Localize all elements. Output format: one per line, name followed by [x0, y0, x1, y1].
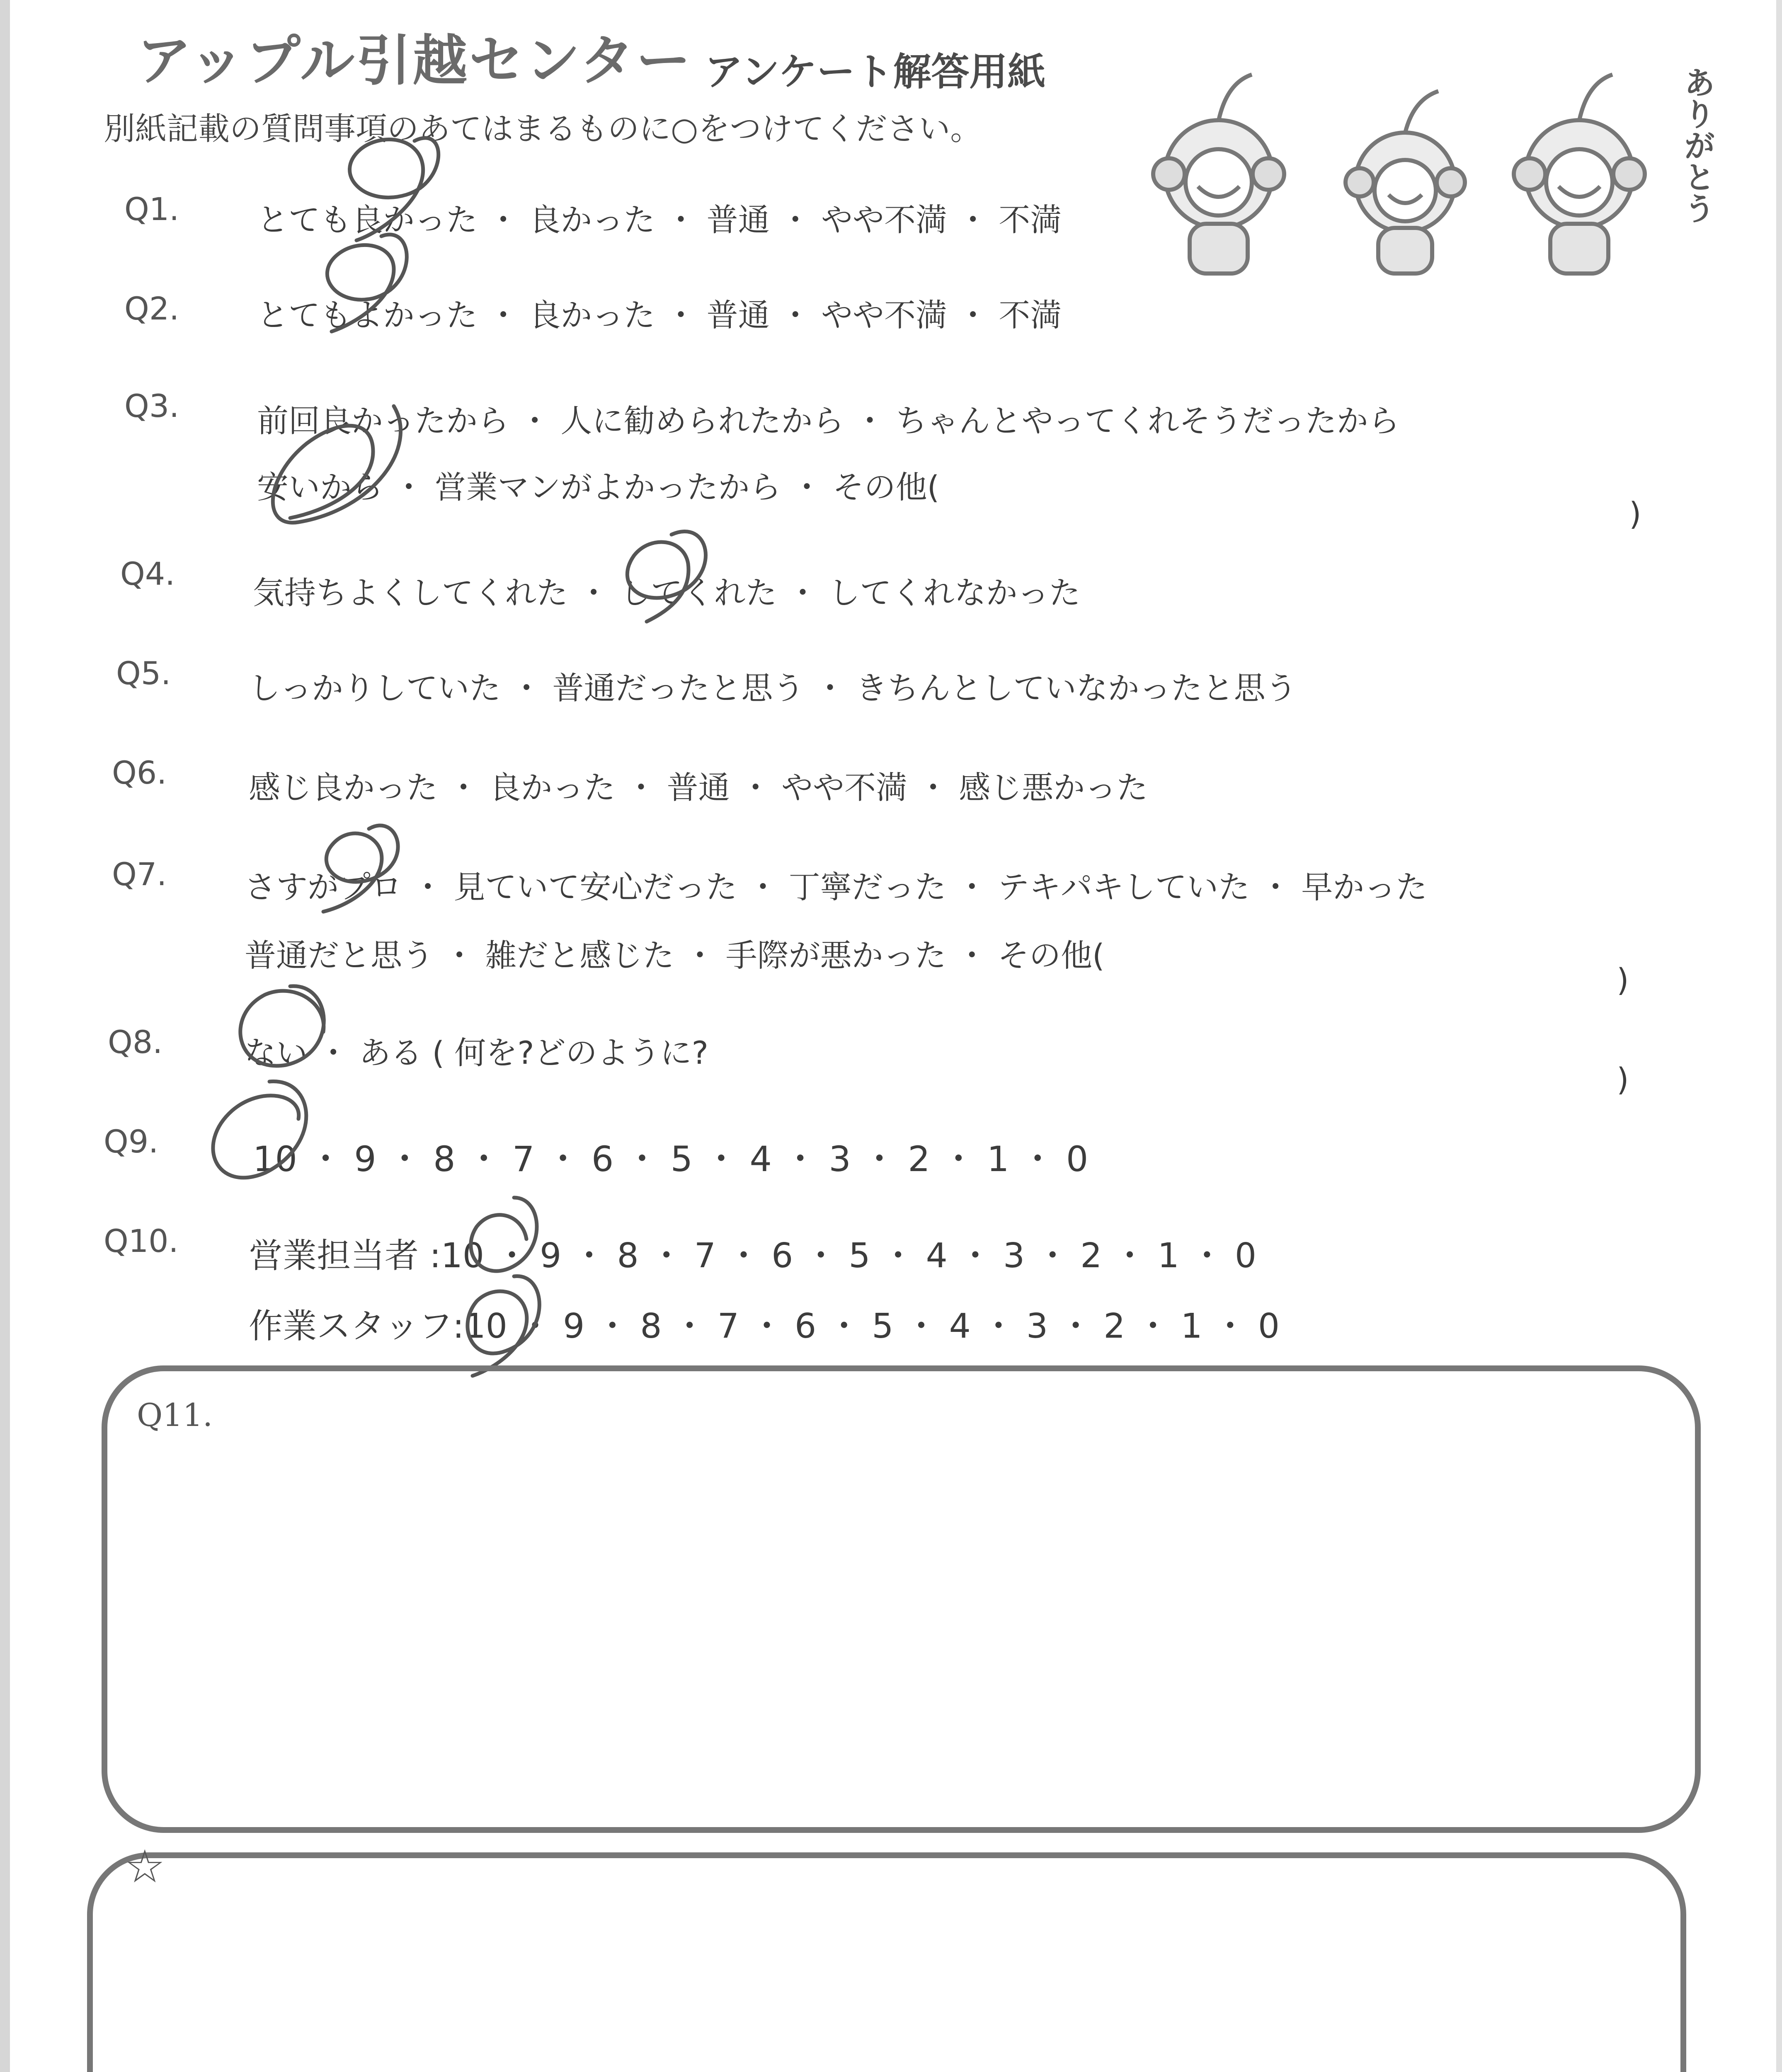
q7-close-paren: ) — [1617, 961, 1629, 998]
q1-options: とても良かった ・ 良かった ・ 普通 ・ やや不満 ・ 不満 — [257, 201, 1062, 238]
q6-options: 感じ良かった ・ 良かった ・ 普通 ・ やや不満 ・ 感じ悪かった — [249, 769, 1148, 806]
q4-label: Q4. — [120, 555, 175, 592]
q8-options: ない ・ ある ( 何を?どのように? — [245, 1034, 708, 1071]
mascot-caption: ありがとう — [1679, 66, 1716, 224]
q8-label: Q8. — [108, 1024, 163, 1060]
q2-options: とてもよかった ・ 良かった ・ 普通 ・ やや不満 ・ 不満 — [257, 297, 1062, 334]
q5-label: Q5. — [116, 655, 171, 692]
form-subtitle: アンケート解答用紙 — [705, 50, 1046, 94]
company-title: アップル引越センター — [137, 29, 693, 93]
q7-options-line1: さすがプロ ・ 見ていて安心だった ・ 丁寧だった ・ テキパキしていた ・ 早かった — [245, 869, 1428, 905]
q3-options-line1: 前回良かったから ・ 人に勧められたから ・ ちゃんとやってくれそうだったから — [257, 402, 1400, 439]
scan-right-edge — [1776, 0, 1782, 2072]
star-box-label: ☆ — [124, 1840, 165, 1893]
q11-comment-box[interactable] — [102, 1365, 1701, 1833]
q3-options-line2: 安いから ・ 営業マンがよかったから ・ その他( — [257, 469, 940, 506]
scan-left-edge — [0, 0, 10, 2072]
q3-label: Q3. — [124, 387, 179, 424]
q10-staff-scale: 作業スタッフ:10 ・ 9 ・ 8 ・ 7 ・ 6 ・ 5 ・ 4 ・ 3 ・ 2 ・ 1 ・ 0 — [249, 1307, 1280, 1346]
q7-options-line2: 普通だと思う ・ 雑だと感じた ・ 手際が悪かった ・ その他( — [245, 937, 1105, 974]
q10-sales-scale: 営業担当者 :10 ・ 9 ・ 8 ・ 7 ・ 6 ・ 5 ・ 4 ・ 3 ・ 2 ・ 1 ・ 0 — [249, 1236, 1257, 1276]
q9-scale: 10 ・ 9 ・ 8 ・ 7 ・ 6 ・ 5 ・ 4 ・ 3 ・ 2 ・ 1 ・ 0 — [253, 1139, 1089, 1179]
monkey-mascots-illustration — [1144, 50, 1720, 282]
q8-close-paren: ) — [1617, 1061, 1629, 1098]
q5-options: しっかりしていた ・ 普通だったと思う ・ きちんとしていなかったと思う — [249, 670, 1297, 707]
q7-label: Q7. — [112, 856, 167, 893]
q3-close-paren: ) — [1629, 495, 1641, 532]
instruction-text: 別紙記載の質問事項のあてはまるものに○をつけてください。 — [104, 110, 982, 147]
q11-box-label: Q11. — [137, 1397, 213, 1433]
q6-label: Q6. — [112, 754, 167, 791]
q9-label: Q9. — [104, 1123, 159, 1160]
q4-options: 気持ちよくしてくれた ・ してくれた ・ してくれなかった — [253, 574, 1081, 611]
q10-label: Q10. — [104, 1222, 179, 1259]
q1-label: Q1. — [124, 191, 179, 228]
q2-label: Q2. — [124, 290, 179, 327]
star-comment-box[interactable] — [87, 1852, 1686, 2072]
